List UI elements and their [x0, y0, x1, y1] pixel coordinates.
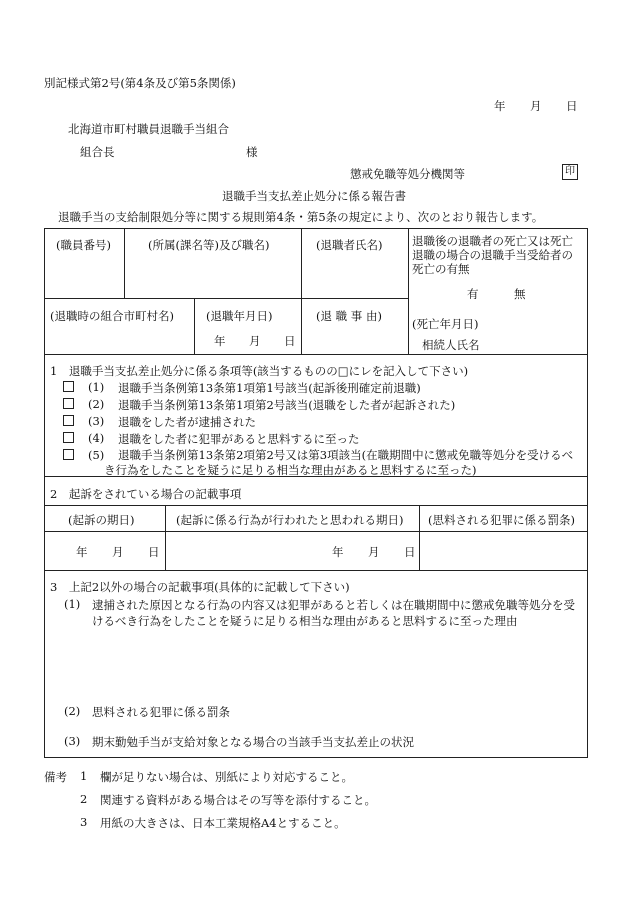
notes-label: 備考	[44, 770, 67, 784]
retirement-date-field: (退職年月日)	[206, 309, 273, 323]
death-date-field: (死亡年月日)	[412, 317, 479, 331]
addressee-honorific: 様	[246, 145, 258, 159]
act-month-label: 月	[368, 545, 380, 559]
indictment-day-label: 日	[148, 545, 160, 559]
table1-vline-2	[301, 228, 302, 354]
clause-num-3: (3)	[88, 414, 105, 428]
clause-checkbox-3[interactable]	[63, 414, 74, 428]
note-text-3: 用紙の大きさは、日本工業規格A4とすること。	[100, 816, 346, 830]
section3-item3-text: 期末勤勉手当が支給対象となる場合の当該手当支払差止の状況	[92, 735, 414, 749]
indictment-month-label: 月	[112, 545, 124, 559]
section2-vline-2	[419, 505, 420, 570]
death-question: 退職後の退職者の死亡又は死亡退職の場合の退職手当受給者の死亡の有無	[412, 234, 573, 276]
clause-text-4: 退職をした者に犯罪があると思料するに至った	[118, 432, 360, 446]
clause-text-5: 退職手当条例第13条第2項第2号又は第3項該当(在職期間中に懲戒免職等処分を受けるべき行為をしたことを疑うに足りる相当な理由があると思料するに至った)	[104, 448, 574, 477]
note-num-3: 3	[80, 815, 88, 829]
indictment-date-header: (起訴の期日)	[68, 513, 135, 527]
section2-top-line	[44, 476, 588, 477]
clause-checkbox-4[interactable]	[63, 431, 74, 445]
act-date-header: (起訴に係る行為が行われたと思われる期日)	[176, 513, 404, 527]
section2-header-top	[44, 505, 588, 506]
date-year-label: 年	[494, 99, 506, 113]
staff-number-field: (職員番号)	[56, 238, 111, 252]
intro-text: 退職手当の支給制限処分等に関する規則第4条・第5条の規定により、次のとおり報告します。	[58, 210, 544, 224]
sender-label: 懲戒免職等処分機関等	[350, 167, 465, 181]
department-title-field: (所属(課名等)及び職名)	[148, 238, 270, 252]
retire-year-label: 年	[214, 334, 226, 348]
section3-item2-text: 思料される犯罪に係る罰条	[92, 705, 230, 719]
section3-item3-num: (3)	[64, 734, 81, 748]
clause-num-4: (4)	[88, 431, 105, 445]
clause-text-3: 退職をした者が逮捕された	[118, 415, 256, 429]
act-day-label: 日	[404, 545, 416, 559]
section3-item1-num: (1)	[64, 597, 81, 611]
death-no-option: 無	[514, 287, 526, 301]
clause-text-1: 退職手当条例第13条第1項第1号該当(起訴後刑確定前退職)	[118, 381, 421, 395]
note-text-1: 欄が足りない場合は、別紙により対応すること。	[100, 770, 353, 784]
addressee-title: 組合長	[80, 145, 115, 159]
death-yes-option: 有	[467, 287, 479, 301]
note-num-2: 2	[80, 792, 88, 806]
section3-top-line	[44, 570, 588, 571]
heir-name-field: 相続人氏名	[422, 338, 480, 352]
clause-num-2: (2)	[88, 397, 105, 411]
table1-vline-4	[194, 298, 195, 354]
retire-day-label: 日	[284, 334, 296, 348]
section2-title: 2 起訴をされている場合の記載事項	[50, 487, 242, 501]
clause-checkbox-1[interactable]	[63, 380, 74, 394]
section1-title: 1 退職手当支払差止処分に係る条項等(該当するものの□にレを記入して下さい)	[50, 364, 469, 378]
note-text-2: 関連する資料がある場合はその写等を添付すること。	[100, 793, 376, 807]
document-title: 退職手当支払差止処分に係る報告書	[222, 189, 406, 203]
clause-text-2: 退職手当条例第13条第1項第2号該当(退職をした者が起訴された)	[118, 398, 456, 412]
clause-num-1: (1)	[88, 380, 105, 394]
retire-month-label: 月	[249, 334, 261, 348]
table1-divider	[44, 298, 408, 299]
retirement-reason-field: (退 職 事 由)	[316, 309, 382, 323]
penal-clause-header: (思料される犯罪に係る罰条)	[428, 513, 575, 527]
retiree-name-field: (退職者氏名)	[316, 238, 383, 252]
seal-mark: 印	[562, 164, 578, 180]
form-id: 別記様式第2号(第4条及び第5条関係)	[44, 76, 236, 90]
clause-checkbox-5[interactable]	[63, 448, 74, 462]
note-num-1: 1	[80, 769, 88, 783]
section3-item1-text: 逮捕された原因となる行為の内容又は犯罪があると若しくは在職期間中に懲戒免職等処分を受けるべき行為をしたことを疑うに足りる相当な理由があると思料するに至った理由	[92, 598, 575, 628]
table1-vline-1	[124, 228, 125, 298]
date-month-label: 月	[530, 99, 542, 113]
section1-top-line	[44, 354, 588, 355]
section2-vline-1	[165, 505, 166, 570]
addressee-org: 北海道市町村職員退職手当組合	[68, 122, 229, 136]
clause-num-5: (5)	[88, 448, 105, 462]
clause-checkbox-2[interactable]	[63, 397, 74, 411]
section3-item2-num: (2)	[64, 704, 81, 718]
act-year-label: 年	[332, 545, 344, 559]
section3-title: 3 上記2以外の場合の記載事項(具体的に記載して下さい)	[50, 580, 350, 594]
section2-header-bottom	[44, 531, 588, 532]
date-day-label: 日	[566, 99, 578, 113]
indictment-year-label: 年	[76, 545, 88, 559]
table1-vline-3	[408, 228, 409, 354]
municipality-field: (退職時の組合市町村名)	[50, 309, 174, 323]
